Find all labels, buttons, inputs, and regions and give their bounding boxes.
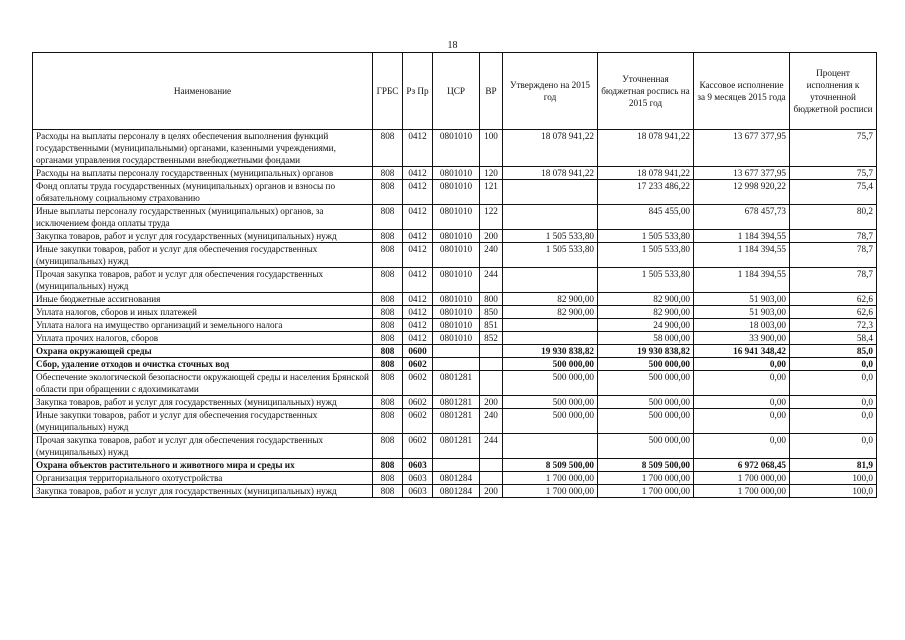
- percent-cell: 0,0: [790, 434, 877, 459]
- header-percent: Процент исполнения к уточненной бюджетной росписи: [790, 53, 877, 130]
- name-cell: Иные закупки товаров, работ и услуг для обеспечения государственных (муниципальных) нужд: [33, 243, 373, 268]
- name-cell: Закупка товаров, работ и услуг для государственных (муниципальных) нужд: [33, 485, 373, 498]
- vr-cell: 800: [480, 293, 503, 306]
- cash-cell: 1 184 394,55: [694, 230, 790, 243]
- cash-cell: 1 700 000,00: [694, 472, 790, 485]
- refined-cell: 1 505 533,80: [598, 243, 694, 268]
- refined-cell: 1 505 533,80: [598, 230, 694, 243]
- cash-cell: 51 903,00: [694, 306, 790, 319]
- table-row: [33, 472, 877, 485]
- name-cell: Расходы на выплаты персоналу государственных (муниципальных) органов: [33, 167, 373, 180]
- vr-cell: 244: [480, 268, 503, 293]
- refined-cell: 58 000,00: [598, 332, 694, 345]
- rzpr-cell: 0602: [403, 358, 433, 371]
- vr-cell: 240: [480, 243, 503, 268]
- cash-cell: 16 941 348,42: [694, 345, 790, 358]
- table-row: [33, 268, 877, 293]
- approved-cell: 1 505 533,80: [503, 243, 598, 268]
- percent-cell: 78,7: [790, 268, 877, 293]
- percent-cell: 0,0: [790, 371, 877, 396]
- name-cell: Фонд оплаты труда государственных (муниципальных) органов и взносы по обязательному социальному страхованию: [33, 180, 373, 205]
- approved-cell: 82 900,00: [503, 306, 598, 319]
- approved-cell: [503, 319, 598, 332]
- name-cell: Иные закупки товаров, работ и услуг для обеспечения государственных (муниципальных) нужд: [33, 409, 373, 434]
- table-row: [33, 459, 877, 472]
- refined-cell: 845 455,00: [598, 205, 694, 230]
- percent-cell: 62,6: [790, 306, 877, 319]
- vr-cell: [480, 358, 503, 371]
- cash-cell: 13 677 377,95: [694, 167, 790, 180]
- refined-cell: 1 700 000,00: [598, 472, 694, 485]
- table-row: [33, 205, 877, 230]
- vr-cell: 244: [480, 434, 503, 459]
- grbs-cell: 808: [373, 485, 403, 498]
- vr-cell: [480, 472, 503, 485]
- rzpr-cell: 0412: [403, 230, 433, 243]
- header-vr: ВР: [480, 53, 503, 130]
- rzpr-cell: 0412: [403, 180, 433, 205]
- rzpr-cell: 0600: [403, 345, 433, 358]
- header-csr: ЦСР: [433, 53, 480, 130]
- grbs-cell: 808: [373, 230, 403, 243]
- vr-cell: 852: [480, 332, 503, 345]
- refined-cell: 8 509 500,00: [598, 459, 694, 472]
- refined-cell: 500 000,00: [598, 396, 694, 409]
- budget-table: [32, 52, 877, 498]
- csr-cell: 0801010: [433, 167, 480, 180]
- rzpr-cell: 0412: [403, 167, 433, 180]
- vr-cell: [480, 345, 503, 358]
- refined-cell: 1 700 000,00: [598, 485, 694, 498]
- vr-cell: 121: [480, 180, 503, 205]
- grbs-cell: 808: [373, 358, 403, 371]
- vr-cell: 122: [480, 205, 503, 230]
- percent-cell: 78,7: [790, 243, 877, 268]
- cash-cell: 0,00: [694, 358, 790, 371]
- percent-cell: 85,0: [790, 345, 877, 358]
- header-cash: Кассовое исполнение за 9 месяцев 2015 года: [694, 53, 790, 130]
- grbs-cell: 808: [373, 371, 403, 396]
- grbs-cell: 808: [373, 459, 403, 472]
- rzpr-cell: 0602: [403, 409, 433, 434]
- rzpr-cell: 0602: [403, 396, 433, 409]
- refined-cell: 18 078 941,22: [598, 167, 694, 180]
- table-row: [33, 396, 877, 409]
- table-row: [33, 180, 877, 205]
- grbs-cell: 808: [373, 345, 403, 358]
- vr-cell: 850: [480, 306, 503, 319]
- cash-cell: 0,00: [694, 434, 790, 459]
- percent-cell: 72,3: [790, 319, 877, 332]
- csr-cell: 0801284: [433, 485, 480, 498]
- cash-cell: 1 700 000,00: [694, 485, 790, 498]
- vr-cell: [480, 371, 503, 396]
- csr-cell: 0801010: [433, 332, 480, 345]
- cash-cell: 51 903,00: [694, 293, 790, 306]
- refined-cell: 82 900,00: [598, 293, 694, 306]
- approved-cell: 18 078 941,22: [503, 130, 598, 167]
- cash-cell: 0,00: [694, 396, 790, 409]
- percent-cell: 62,6: [790, 293, 877, 306]
- cash-cell: 1 184 394,55: [694, 268, 790, 293]
- page-number: 18: [447, 40, 458, 51]
- cash-cell: 1 184 394,55: [694, 243, 790, 268]
- percent-cell: 75,7: [790, 130, 877, 167]
- table-row: [33, 409, 877, 434]
- vr-cell: 200: [480, 230, 503, 243]
- rzpr-cell: 0603: [403, 485, 433, 498]
- table-row: [33, 371, 877, 396]
- cash-cell: 33 900,00: [694, 332, 790, 345]
- rzpr-cell: 0602: [403, 434, 433, 459]
- table-row: [33, 485, 877, 498]
- approved-cell: [503, 180, 598, 205]
- approved-cell: 82 900,00: [503, 293, 598, 306]
- approved-cell: [503, 332, 598, 345]
- header-name: Наименование: [33, 53, 373, 130]
- approved-cell: [503, 205, 598, 230]
- percent-cell: 0,0: [790, 396, 877, 409]
- vr-cell: 851: [480, 319, 503, 332]
- name-cell: Иные выплаты персоналу государственных (муниципальных) органов, за исключением фонда оплаты труда: [33, 205, 373, 230]
- cash-cell: 678 457,73: [694, 205, 790, 230]
- percent-cell: 75,7: [790, 167, 877, 180]
- grbs-cell: 808: [373, 167, 403, 180]
- csr-cell: 0801010: [433, 243, 480, 268]
- refined-cell: 19 930 838,82: [598, 345, 694, 358]
- rzpr-cell: 0603: [403, 459, 433, 472]
- name-cell: Уплата налогов, сборов и иных платежей: [33, 306, 373, 319]
- name-cell: Уплата налога на имущество организаций и земельного налога: [33, 319, 373, 332]
- grbs-cell: 808: [373, 472, 403, 485]
- table-row: [33, 167, 877, 180]
- grbs-cell: 808: [373, 268, 403, 293]
- grbs-cell: 808: [373, 306, 403, 319]
- cash-cell: 13 677 377,95: [694, 130, 790, 167]
- name-cell: Охрана объектов растительного и животного мира и среды их: [33, 459, 373, 472]
- rzpr-cell: 0602: [403, 371, 433, 396]
- csr-cell: [433, 358, 480, 371]
- name-cell: Иные бюджетные ассигнования: [33, 293, 373, 306]
- csr-cell: 0801010: [433, 230, 480, 243]
- percent-cell: 100,0: [790, 472, 877, 485]
- grbs-cell: 808: [373, 319, 403, 332]
- name-cell: Уплата прочих налогов, сборов: [33, 332, 373, 345]
- refined-cell: 1 505 533,80: [598, 268, 694, 293]
- vr-cell: 120: [480, 167, 503, 180]
- csr-cell: 0801010: [433, 319, 480, 332]
- csr-cell: 0801010: [433, 293, 480, 306]
- refined-cell: 18 078 941,22: [598, 130, 694, 167]
- approved-cell: [503, 434, 598, 459]
- percent-cell: 58,4: [790, 332, 877, 345]
- vr-cell: 200: [480, 396, 503, 409]
- csr-cell: 0801281: [433, 371, 480, 396]
- csr-cell: 0801010: [433, 130, 480, 167]
- csr-cell: [433, 345, 480, 358]
- grbs-cell: 808: [373, 396, 403, 409]
- refined-cell: 500 000,00: [598, 358, 694, 371]
- table-row: [33, 130, 877, 167]
- header-refined: Уточненная бюджетная роспись на 2015 год: [598, 53, 694, 130]
- csr-cell: 0801281: [433, 409, 480, 434]
- refined-cell: 82 900,00: [598, 306, 694, 319]
- percent-cell: 81,9: [790, 459, 877, 472]
- table-row: [33, 306, 877, 319]
- name-cell: Закупка товаров, работ и услуг для государственных (муниципальных) нужд: [33, 230, 373, 243]
- csr-cell: 0801010: [433, 205, 480, 230]
- approved-cell: 19 930 838,82: [503, 345, 598, 358]
- percent-cell: 0,0: [790, 409, 877, 434]
- percent-cell: 100,0: [790, 485, 877, 498]
- table-row: [33, 319, 877, 332]
- percent-cell: 75,4: [790, 180, 877, 205]
- grbs-cell: 808: [373, 180, 403, 205]
- vr-cell: 100: [480, 130, 503, 167]
- vr-cell: 200: [480, 485, 503, 498]
- name-cell: Прочая закупка товаров, работ и услуг для обеспечения государственных (муниципальных) нужд: [33, 268, 373, 293]
- grbs-cell: 808: [373, 243, 403, 268]
- header-rzpr: Рз Пр: [403, 53, 433, 130]
- header-row: [33, 53, 877, 130]
- table-row: [33, 434, 877, 459]
- name-cell: Сбор, удаление отходов и очистка сточных вод: [33, 358, 373, 371]
- cash-cell: 12 998 920,22: [694, 180, 790, 205]
- vr-cell: [480, 459, 503, 472]
- csr-cell: 0801010: [433, 306, 480, 319]
- grbs-cell: 808: [373, 205, 403, 230]
- grbs-cell: 808: [373, 434, 403, 459]
- approved-cell: 1 505 533,80: [503, 230, 598, 243]
- csr-cell: 0801284: [433, 472, 480, 485]
- percent-cell: 80,2: [790, 205, 877, 230]
- grbs-cell: 808: [373, 332, 403, 345]
- approved-cell: 500 000,00: [503, 396, 598, 409]
- name-cell: Закупка товаров, работ и услуг для государственных (муниципальных) нужд: [33, 396, 373, 409]
- grbs-cell: 808: [373, 409, 403, 434]
- csr-cell: [433, 459, 480, 472]
- refined-cell: 24 900,00: [598, 319, 694, 332]
- rzpr-cell: 0603: [403, 472, 433, 485]
- table-row: [33, 358, 877, 371]
- refined-cell: 17 233 486,22: [598, 180, 694, 205]
- approved-cell: 500 000,00: [503, 358, 598, 371]
- table-row: [33, 243, 877, 268]
- header-grbs: ГРБС: [373, 53, 403, 130]
- grbs-cell: 808: [373, 130, 403, 167]
- cash-cell: 0,00: [694, 409, 790, 434]
- rzpr-cell: 0412: [403, 268, 433, 293]
- header-approved: Утверждено на 2015 год: [503, 53, 598, 130]
- vr-cell: 240: [480, 409, 503, 434]
- refined-cell: 500 000,00: [598, 409, 694, 434]
- approved-cell: 500 000,00: [503, 371, 598, 396]
- grbs-cell: 808: [373, 293, 403, 306]
- rzpr-cell: 0412: [403, 319, 433, 332]
- name-cell: Обеспечение экологической безопасности окружающей среды и населения Брянской области при обращении с ядохимикатами: [33, 371, 373, 396]
- rzpr-cell: 0412: [403, 306, 433, 319]
- name-cell: Прочая закупка товаров, работ и услуг для обеспечения государственных (муниципальных) нужд: [33, 434, 373, 459]
- rzpr-cell: 0412: [403, 332, 433, 345]
- approved-cell: [503, 268, 598, 293]
- name-cell: Расходы на выплаты персоналу в целях обеспечения выполнения функций государственными (муниципальными) органами, казенными учреждениями, органами управления государственными внебюджетными фондами: [33, 130, 373, 167]
- table-row: [33, 332, 877, 345]
- csr-cell: 0801010: [433, 268, 480, 293]
- table-row: [33, 345, 877, 358]
- cash-cell: 6 972 068,45: [694, 459, 790, 472]
- rzpr-cell: 0412: [403, 293, 433, 306]
- approved-cell: 8 509 500,00: [503, 459, 598, 472]
- percent-cell: 0,0: [790, 358, 877, 371]
- approved-cell: 1 700 000,00: [503, 472, 598, 485]
- csr-cell: 0801281: [433, 434, 480, 459]
- name-cell: Охрана окружающей среды: [33, 345, 373, 358]
- csr-cell: 0801281: [433, 396, 480, 409]
- rzpr-cell: 0412: [403, 205, 433, 230]
- rzpr-cell: 0412: [403, 130, 433, 167]
- table-row: [33, 230, 877, 243]
- approved-cell: 1 700 000,00: [503, 485, 598, 498]
- rzpr-cell: 0412: [403, 243, 433, 268]
- cash-cell: 18 003,00: [694, 319, 790, 332]
- refined-cell: 500 000,00: [598, 434, 694, 459]
- approved-cell: 500 000,00: [503, 409, 598, 434]
- table-row: [33, 293, 877, 306]
- csr-cell: 0801010: [433, 180, 480, 205]
- cash-cell: 0,00: [694, 371, 790, 396]
- percent-cell: 78,7: [790, 230, 877, 243]
- name-cell: Организация территориального охотустройства: [33, 472, 373, 485]
- approved-cell: 18 078 941,22: [503, 167, 598, 180]
- refined-cell: 500 000,00: [598, 371, 694, 396]
- table-body: [33, 130, 877, 498]
